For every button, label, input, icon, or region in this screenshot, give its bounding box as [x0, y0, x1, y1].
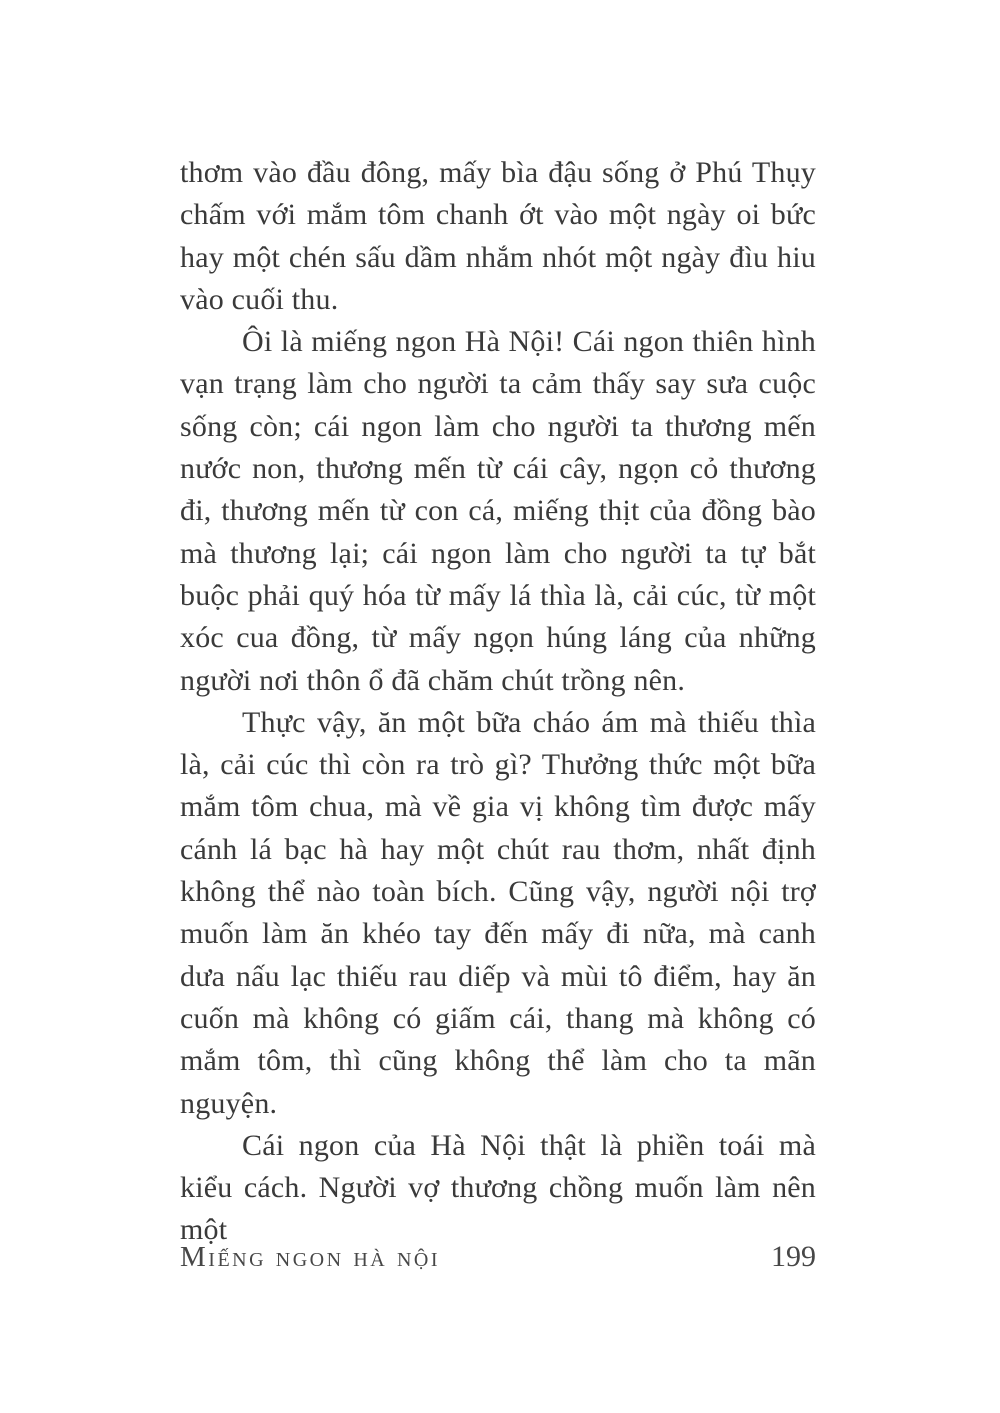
- page-footer: [180, 1240, 816, 1274]
- paragraph: thơm vào đầu đông, mấy bìa đậu sống ở Phú Thụy chấm với mắm tôm chanh ớt vào một ngày oi bức hay một chén sấu dầm nhắm nhót một ngày đìu hiu vào cuối thu.: [180, 156, 816, 316]
- paragraph: Cái ngon của Hà Nội thật là phiền toái mà kiểu cách. Người vợ thương chồng muốn làm nên một: [180, 1128, 816, 1247]
- paragraph: Ôi là miếng ngon Hà Nội! Cái ngon thiên hình vạn trạng làm cho người ta cảm thấy say sưa cuộc sống còn; cái ngon làm cho người ta thương mến nước non, thương mến từ cái cây, ngọn cỏ thương đi, thương mến từ con cá, miếng thịt của đồng bào mà thương lại; cái ngon làm cho người ta tự bắt buộc phải quý hóa từ mấy lá thìa là, cải cúc, từ một xóc cua đồng, từ mấy ngọn húng láng của những người nơi thôn ổ đã chăm chút trồng nên.: [180, 325, 816, 697]
- body-text-block: [180, 152, 816, 1252]
- running-title: Miếng ngon hà nội: [180, 1241, 441, 1273]
- paragraph: Thực vậy, ăn một bữa cháo ám mà thiếu thìa là, cải cúc thì còn ra trò gì? Thưởng thức một bữa mắm tôm chua, mà về gia vị không tìm được mấy cánh lá bạc hà hay một chút rau thơm, nhất định không thể nào toàn bích. Cũng vậy, người nội trợ muốn làm ăn khéo tay đến mấy đi nữa, mà canh dưa nấu lạc thiếu rau diếp và mùi tô điểm, hay ăn cuốn mà không có giấm cái, thang mà không có mắm tôm, thì cũng không thể làm cho ta mãn nguyện.: [180, 705, 816, 1120]
- page-number: 199: [771, 1240, 816, 1273]
